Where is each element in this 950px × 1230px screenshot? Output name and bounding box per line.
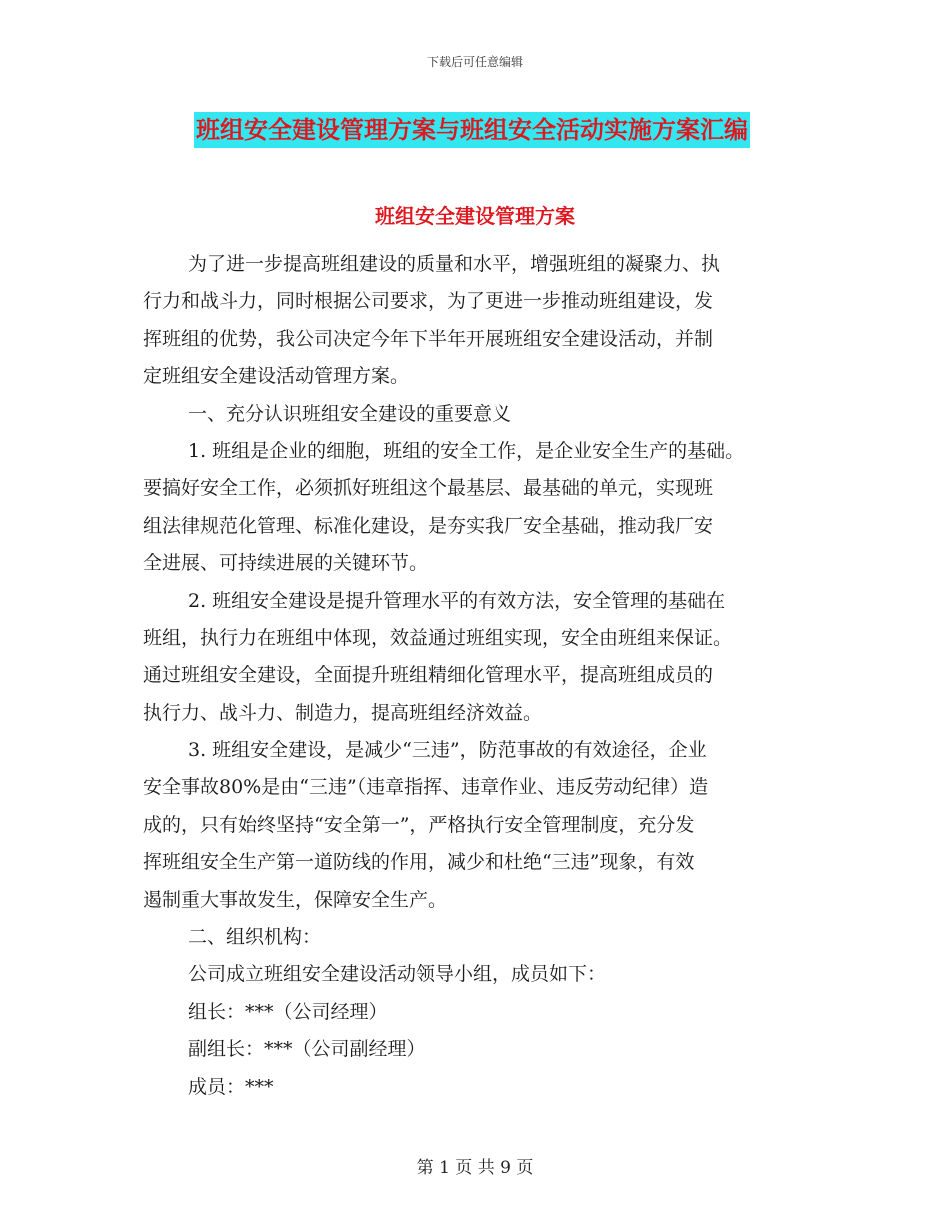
paragraph-line: 全进展、可持续进展的关键环节。 [143, 552, 429, 575]
paragraph-line: 3. 班组安全建设，是减少“三违”，防范事故的有效途径，企业 [188, 739, 707, 762]
paragraph-line: 班组，执行力在班组中体现，效益通过班组实现，安全由班组来保证。 [143, 626, 733, 649]
paragraph-line: 通过班组安全建设，全面提升班组精细化管理水平，提高班组成员的 [143, 664, 714, 687]
paragraph-line: 遏制重大事故发生，保障安全生产。 [143, 888, 448, 911]
header-note: 下载后可任意编辑 [426, 55, 523, 69]
paragraph-line: 挥班组安全生产第一道防线的作用，减少和杜绝“三违”现象，有效 [143, 851, 695, 874]
document-title: 班组安全建设管理方案与班组安全活动实施方案汇编 [194, 112, 750, 148]
paragraph-line: 2. 班组安全建设是提升管理水平的有效方法，安全管理的基础在 [188, 589, 726, 612]
paragraph-line: 公司成立班组安全建设活动领导小组，成员如下： [188, 963, 607, 986]
paragraph-line: 成员：*** [188, 1075, 274, 1098]
paragraph-line: 执行力、战斗力、制造力，提高班组经济效益。 [143, 701, 543, 724]
paragraph-line: 组长：***（公司经理） [188, 1000, 388, 1023]
paragraph-line: 挥班组的优势，我公司决定今年下半年开展班组安全建设活动，并制 [143, 327, 714, 350]
paragraph-line: 一、充分认识班组安全建设的重要意义 [188, 402, 512, 425]
body-text [143, 246, 823, 1106]
paragraph-line: 为了进一步提高班组建设的质量和水平，增强班组的凝聚力、执 [188, 253, 721, 275]
page-footer: 第 1 页 共 9 页 [416, 1158, 534, 1178]
paragraph-line: 副组长：***（公司副经理） [188, 1038, 426, 1061]
paragraph-line: 1. 班组是企业的细胞，班组的安全工作，是企业安全生产的基础。 [188, 439, 745, 462]
paragraph-line: 安全事故80%是由“三违”（违章指挥、违章作业、违反劳动纪律）造 [143, 776, 709, 799]
paragraph-line: 组法律规范化管理、标准化建设，是夯实我厂安全基础，推动我厂安 [143, 514, 714, 537]
paragraph-line: 要搞好安全工作，必须抓好班组这个最基层、最基础的单元，实现班 [143, 477, 714, 500]
section-title: 班组安全建设管理方案 [375, 204, 575, 228]
paragraph-line: 行力和战斗力，同时根据公司要求，为了更进一步推动班组建设，发 [143, 290, 714, 313]
paragraph-line: 定班组安全建设活动管理方案。 [143, 365, 410, 388]
paragraph-line: 二、组织机构： [188, 926, 322, 949]
paragraph-line: 成的，只有始终坚持“安全第一”，严格执行安全管理制度，充分发 [143, 813, 695, 836]
